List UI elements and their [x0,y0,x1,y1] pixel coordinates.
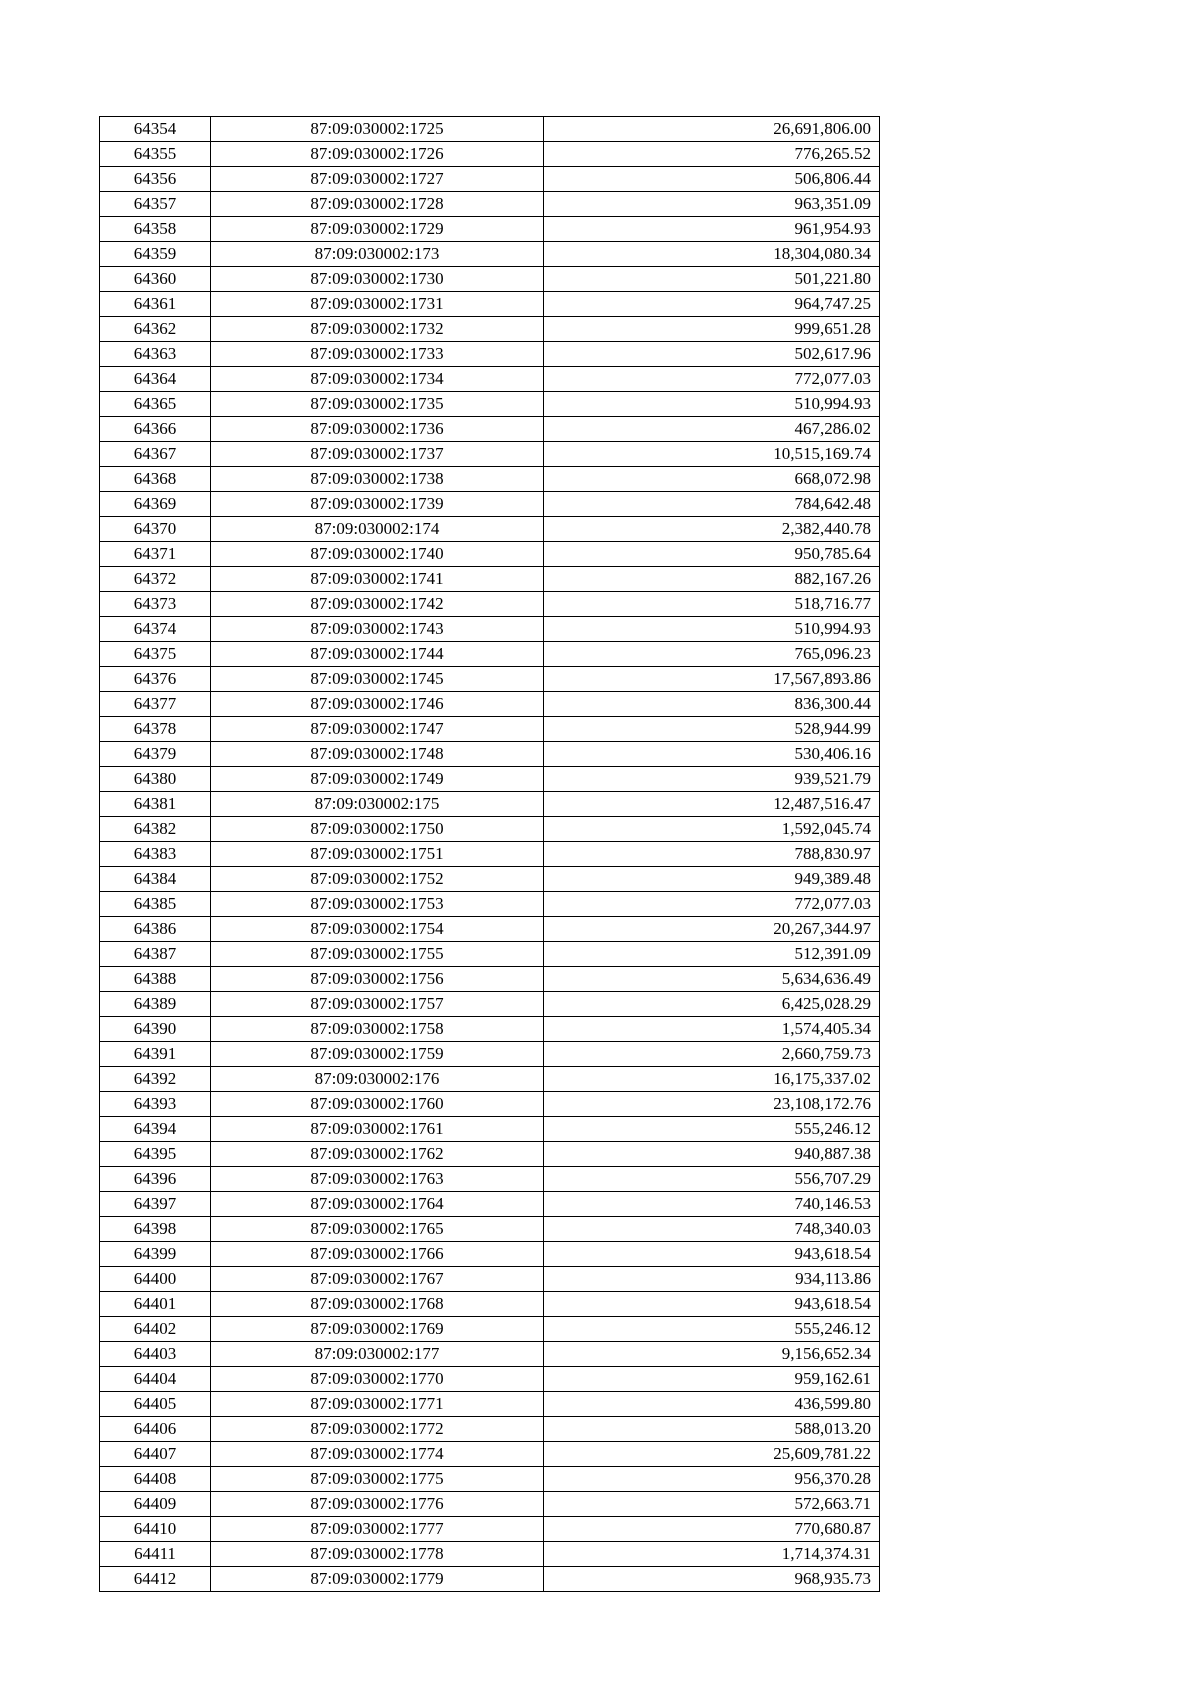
cadastral-number-cell: 87:09:030002:1730 [211,267,544,292]
cadastral-number-cell: 87:09:030002:1733 [211,342,544,367]
table-row [100,592,880,617]
table-row [100,1467,880,1492]
table-row [100,1542,880,1567]
table-row [100,1392,880,1417]
cadastral-value-cell: 501,221.80 [544,267,880,292]
table-row [100,717,880,742]
row-number-cell: 64397 [100,1192,211,1217]
table-row [100,242,880,267]
cadastral-value-cell: 668,072.98 [544,467,880,492]
cadastral-number-cell: 87:09:030002:1760 [211,1092,544,1117]
cadastral-number-cell: 87:09:030002:1753 [211,892,544,917]
row-number-cell: 64387 [100,942,211,967]
cadastral-value-cell: 20,267,344.97 [544,917,880,942]
row-number-cell: 64366 [100,417,211,442]
table-row [100,942,880,967]
cadastral-number-cell: 87:09:030002:1767 [211,1267,544,1292]
cadastral-number-cell: 87:09:030002:1771 [211,1392,544,1417]
cadastral-number-cell: 87:09:030002:1765 [211,1217,544,1242]
cadastral-value-cell: 968,935.73 [544,1567,880,1592]
row-number-cell: 64395 [100,1142,211,1167]
table-row [100,692,880,717]
cadastral-value-cell: 556,707.29 [544,1167,880,1192]
table-row [100,767,880,792]
table-row [100,167,880,192]
cadastral-value-cell: 1,714,374.31 [544,1542,880,1567]
cadastral-number-cell: 87:09:030002:1750 [211,817,544,842]
cadastral-value-cell: 949,389.48 [544,867,880,892]
row-number-cell: 64370 [100,517,211,542]
cadastral-number-cell: 87:09:030002:1747 [211,717,544,742]
cadastral-number-cell: 87:09:030002:1739 [211,492,544,517]
cadastral-number-cell: 87:09:030002:1756 [211,967,544,992]
row-number-cell: 64386 [100,917,211,942]
cadastral-value-cell: 999,651.28 [544,317,880,342]
cadastral-number-cell: 87:09:030002:1745 [211,667,544,692]
cadastral-number-cell: 87:09:030002:1740 [211,542,544,567]
row-number-cell: 64380 [100,767,211,792]
cadastral-number-cell: 87:09:030002:1736 [211,417,544,442]
cadastral-number-cell: 87:09:030002:1744 [211,642,544,667]
row-number-cell: 64368 [100,467,211,492]
row-number-cell: 64404 [100,1367,211,1392]
cadastral-value-cell: 2,382,440.78 [544,517,880,542]
row-number-cell: 64400 [100,1267,211,1292]
cadastral-value-cell: 6,425,028.29 [544,992,880,1017]
cadastral-value-cell: 943,618.54 [544,1292,880,1317]
row-number-cell: 64362 [100,317,211,342]
table-row [100,867,880,892]
table-row [100,817,880,842]
cadastral-number-cell: 87:09:030002:173 [211,242,544,267]
row-number-cell: 64373 [100,592,211,617]
cadastral-number-cell: 87:09:030002:1759 [211,1042,544,1067]
row-number-cell: 64412 [100,1567,211,1592]
cadastral-value-cell: 518,716.77 [544,592,880,617]
row-number-cell: 64394 [100,1117,211,1142]
cadastral-value-cell: 776,265.52 [544,142,880,167]
cadastral-number-cell: 87:09:030002:1734 [211,367,544,392]
cadastral-number-cell: 87:09:030002:1728 [211,192,544,217]
row-number-cell: 64396 [100,1167,211,1192]
cadastral-number-cell: 87:09:030002:1762 [211,1142,544,1167]
table-row [100,1042,880,1067]
cadastral-value-cell: 740,146.53 [544,1192,880,1217]
cadastral-value-cell: 510,994.93 [544,617,880,642]
row-number-cell: 64410 [100,1517,211,1542]
table-row [100,917,880,942]
cadastral-number-cell: 87:09:030002:1772 [211,1417,544,1442]
row-number-cell: 64389 [100,992,211,1017]
cadastral-number-cell: 87:09:030002:1727 [211,167,544,192]
table-row [100,1317,880,1342]
table-row [100,1342,880,1367]
table-row [100,1292,880,1317]
row-number-cell: 64393 [100,1092,211,1117]
cadastral-number-cell: 87:09:030002:1752 [211,867,544,892]
table-row [100,217,880,242]
cadastral-number-cell: 87:09:030002:1779 [211,1567,544,1592]
table-row [100,1367,880,1392]
table-row [100,742,880,767]
row-number-cell: 64374 [100,617,211,642]
table-row [100,642,880,667]
cadastral-number-cell: 87:09:030002:1741 [211,567,544,592]
cadastral-value-cell: 17,567,893.86 [544,667,880,692]
cadastral-number-cell: 87:09:030002:1776 [211,1492,544,1517]
cadastral-number-cell: 87:09:030002:1738 [211,467,544,492]
cadastral-number-cell: 87:09:030002:1777 [211,1517,544,1542]
cadastral-value-cell: 572,663.71 [544,1492,880,1517]
cadastral-number-cell: 87:09:030002:1751 [211,842,544,867]
cadastral-value-cell: 765,096.23 [544,642,880,667]
cadastral-value-cell: 25,609,781.22 [544,1442,880,1467]
cadastral-number-cell: 87:09:030002:1749 [211,767,544,792]
table-row [100,1492,880,1517]
cadastral-number-cell: 87:09:030002:1735 [211,392,544,417]
cadastral-value-cell: 934,113.86 [544,1267,880,1292]
cadastral-value-cell: 788,830.97 [544,842,880,867]
row-number-cell: 64382 [100,817,211,842]
cadastral-value-cell: 748,340.03 [544,1217,880,1242]
cadastral-value-cell: 26,691,806.00 [544,117,880,142]
cadastral-number-cell: 87:09:030002:176 [211,1067,544,1092]
row-number-cell: 64359 [100,242,211,267]
row-number-cell: 64405 [100,1392,211,1417]
row-number-cell: 64372 [100,567,211,592]
row-number-cell: 64361 [100,292,211,317]
row-number-cell: 64399 [100,1242,211,1267]
cadastral-value-cell: 1,574,405.34 [544,1017,880,1042]
cadastral-value-cell: 961,954.93 [544,217,880,242]
cadastral-number-cell: 87:09:030002:1737 [211,442,544,467]
cadastral-number-cell: 87:09:030002:1769 [211,1317,544,1342]
table-row [100,417,880,442]
cadastral-number-cell: 87:09:030002:1748 [211,742,544,767]
cadastral-value-cell: 772,077.03 [544,367,880,392]
table-row [100,442,880,467]
cadastral-number-cell: 87:09:030002:1768 [211,1292,544,1317]
table-row [100,1092,880,1117]
cadastral-value-cell: 5,634,636.49 [544,967,880,992]
cadastral-value-cell: 588,013.20 [544,1417,880,1442]
cadastral-number-cell: 87:09:030002:1729 [211,217,544,242]
row-number-cell: 64408 [100,1467,211,1492]
table-row [100,317,880,342]
table-row [100,1442,880,1467]
cadastral-value-cell: 512,391.09 [544,942,880,967]
cadastral-value-cell: 882,167.26 [544,567,880,592]
row-number-cell: 64411 [100,1542,211,1567]
table-row [100,467,880,492]
cadastral-number-cell: 87:09:030002:175 [211,792,544,817]
table-row [100,667,880,692]
cadastral-number-cell: 87:09:030002:1746 [211,692,544,717]
table-row [100,1017,880,1042]
cadastral-value-cell: 530,406.16 [544,742,880,767]
cadastral-value-cell: 16,175,337.02 [544,1067,880,1092]
row-number-cell: 64355 [100,142,211,167]
cadastral-number-cell: 87:09:030002:1764 [211,1192,544,1217]
cadastral-number-cell: 87:09:030002:1775 [211,1467,544,1492]
cadastral-value-cell: 943,618.54 [544,1242,880,1267]
table-row [100,342,880,367]
row-number-cell: 64406 [100,1417,211,1442]
cadastral-value-cell: 9,156,652.34 [544,1342,880,1367]
table-row [100,542,880,567]
row-number-cell: 64376 [100,667,211,692]
cadastral-number-cell: 87:09:030002:1758 [211,1017,544,1042]
row-number-cell: 64385 [100,892,211,917]
cadastral-number-cell: 87:09:030002:1732 [211,317,544,342]
cadastral-value-cell: 10,515,169.74 [544,442,880,467]
cadastral-number-cell: 87:09:030002:177 [211,1342,544,1367]
row-number-cell: 64365 [100,392,211,417]
row-number-cell: 64364 [100,367,211,392]
row-number-cell: 64378 [100,717,211,742]
cadastral-number-cell: 87:09:030002:1761 [211,1117,544,1142]
row-number-cell: 64391 [100,1042,211,1067]
table-row [100,1517,880,1542]
row-number-cell: 64377 [100,692,211,717]
cadastral-value-cell: 502,617.96 [544,342,880,367]
row-number-cell: 64403 [100,1342,211,1367]
row-number-cell: 64398 [100,1217,211,1242]
table-row [100,142,880,167]
cadastral-value-cell: 956,370.28 [544,1467,880,1492]
row-number-cell: 64381 [100,792,211,817]
cadastral-value-cell: 467,286.02 [544,417,880,442]
row-number-cell: 64384 [100,867,211,892]
cadastral-number-cell: 87:09:030002:1755 [211,942,544,967]
cadastral-value-cell: 18,304,080.34 [544,242,880,267]
table-row [100,1167,880,1192]
row-number-cell: 64356 [100,167,211,192]
cadastral-value-table [99,116,880,1592]
cadastral-value-cell: 555,246.12 [544,1117,880,1142]
table-row [100,1067,880,1092]
row-number-cell: 64371 [100,542,211,567]
cadastral-number-cell: 87:09:030002:1742 [211,592,544,617]
table-row [100,1267,880,1292]
cadastral-value-cell: 959,162.61 [544,1367,880,1392]
row-number-cell: 64383 [100,842,211,867]
table-row [100,117,880,142]
cadastral-value-cell: 528,944.99 [544,717,880,742]
row-number-cell: 64390 [100,1017,211,1042]
cadastral-value-cell: 770,680.87 [544,1517,880,1542]
cadastral-number-cell: 87:09:030002:1743 [211,617,544,642]
cadastral-number-cell: 87:09:030002:1731 [211,292,544,317]
table-row [100,1217,880,1242]
table-row [100,792,880,817]
row-number-cell: 64379 [100,742,211,767]
cadastral-value-cell: 23,108,172.76 [544,1092,880,1117]
table-row [100,1417,880,1442]
cadastral-number-cell: 87:09:030002:1725 [211,117,544,142]
table-row [100,567,880,592]
row-number-cell: 64363 [100,342,211,367]
cadastral-value-cell: 2,660,759.73 [544,1042,880,1067]
table-row [100,967,880,992]
table-row [100,1117,880,1142]
cadastral-number-cell: 87:09:030002:1774 [211,1442,544,1467]
table-row [100,1192,880,1217]
table-row [100,292,880,317]
cadastral-number-cell: 87:09:030002:1778 [211,1542,544,1567]
table-row [100,267,880,292]
row-number-cell: 64375 [100,642,211,667]
cadastral-value-cell: 506,806.44 [544,167,880,192]
cadastral-value-cell: 836,300.44 [544,692,880,717]
cadastral-value-cell: 555,246.12 [544,1317,880,1342]
row-number-cell: 64357 [100,192,211,217]
cadastral-value-cell: 1,592,045.74 [544,817,880,842]
row-number-cell: 64402 [100,1317,211,1342]
cadastral-value-cell: 436,599.80 [544,1392,880,1417]
table-row [100,1567,880,1592]
row-number-cell: 64358 [100,217,211,242]
row-number-cell: 64401 [100,1292,211,1317]
table-row [100,192,880,217]
cadastral-value-cell: 772,077.03 [544,892,880,917]
cadastral-number-cell: 87:09:030002:1766 [211,1242,544,1267]
cadastral-value-cell: 510,994.93 [544,392,880,417]
row-number-cell: 64409 [100,1492,211,1517]
table-row [100,892,880,917]
cadastral-number-cell: 87:09:030002:1754 [211,917,544,942]
table-row [100,617,880,642]
row-number-cell: 64369 [100,492,211,517]
cadastral-value-cell: 939,521.79 [544,767,880,792]
row-number-cell: 64392 [100,1067,211,1092]
row-number-cell: 64367 [100,442,211,467]
table-row [100,492,880,517]
table-row [100,992,880,1017]
row-number-cell: 64354 [100,117,211,142]
table-row [100,517,880,542]
cadastral-number-cell: 87:09:030002:1757 [211,992,544,1017]
cadastral-number-cell: 87:09:030002:174 [211,517,544,542]
cadastral-value-cell: 963,351.09 [544,192,880,217]
row-number-cell: 64388 [100,967,211,992]
cadastral-number-cell: 87:09:030002:1763 [211,1167,544,1192]
table-body [100,117,880,1592]
table-row [100,842,880,867]
cadastral-value-cell: 950,785.64 [544,542,880,567]
row-number-cell: 64360 [100,267,211,292]
row-number-cell: 64407 [100,1442,211,1467]
cadastral-value-cell: 784,642.48 [544,492,880,517]
cadastral-value-cell: 940,887.38 [544,1142,880,1167]
table-row [100,367,880,392]
table-row [100,392,880,417]
table-row [100,1242,880,1267]
cadastral-value-cell: 964,747.25 [544,292,880,317]
cadastral-number-cell: 87:09:030002:1770 [211,1367,544,1392]
cadastral-value-cell: 12,487,516.47 [544,792,880,817]
table-row [100,1142,880,1167]
cadastral-number-cell: 87:09:030002:1726 [211,142,544,167]
